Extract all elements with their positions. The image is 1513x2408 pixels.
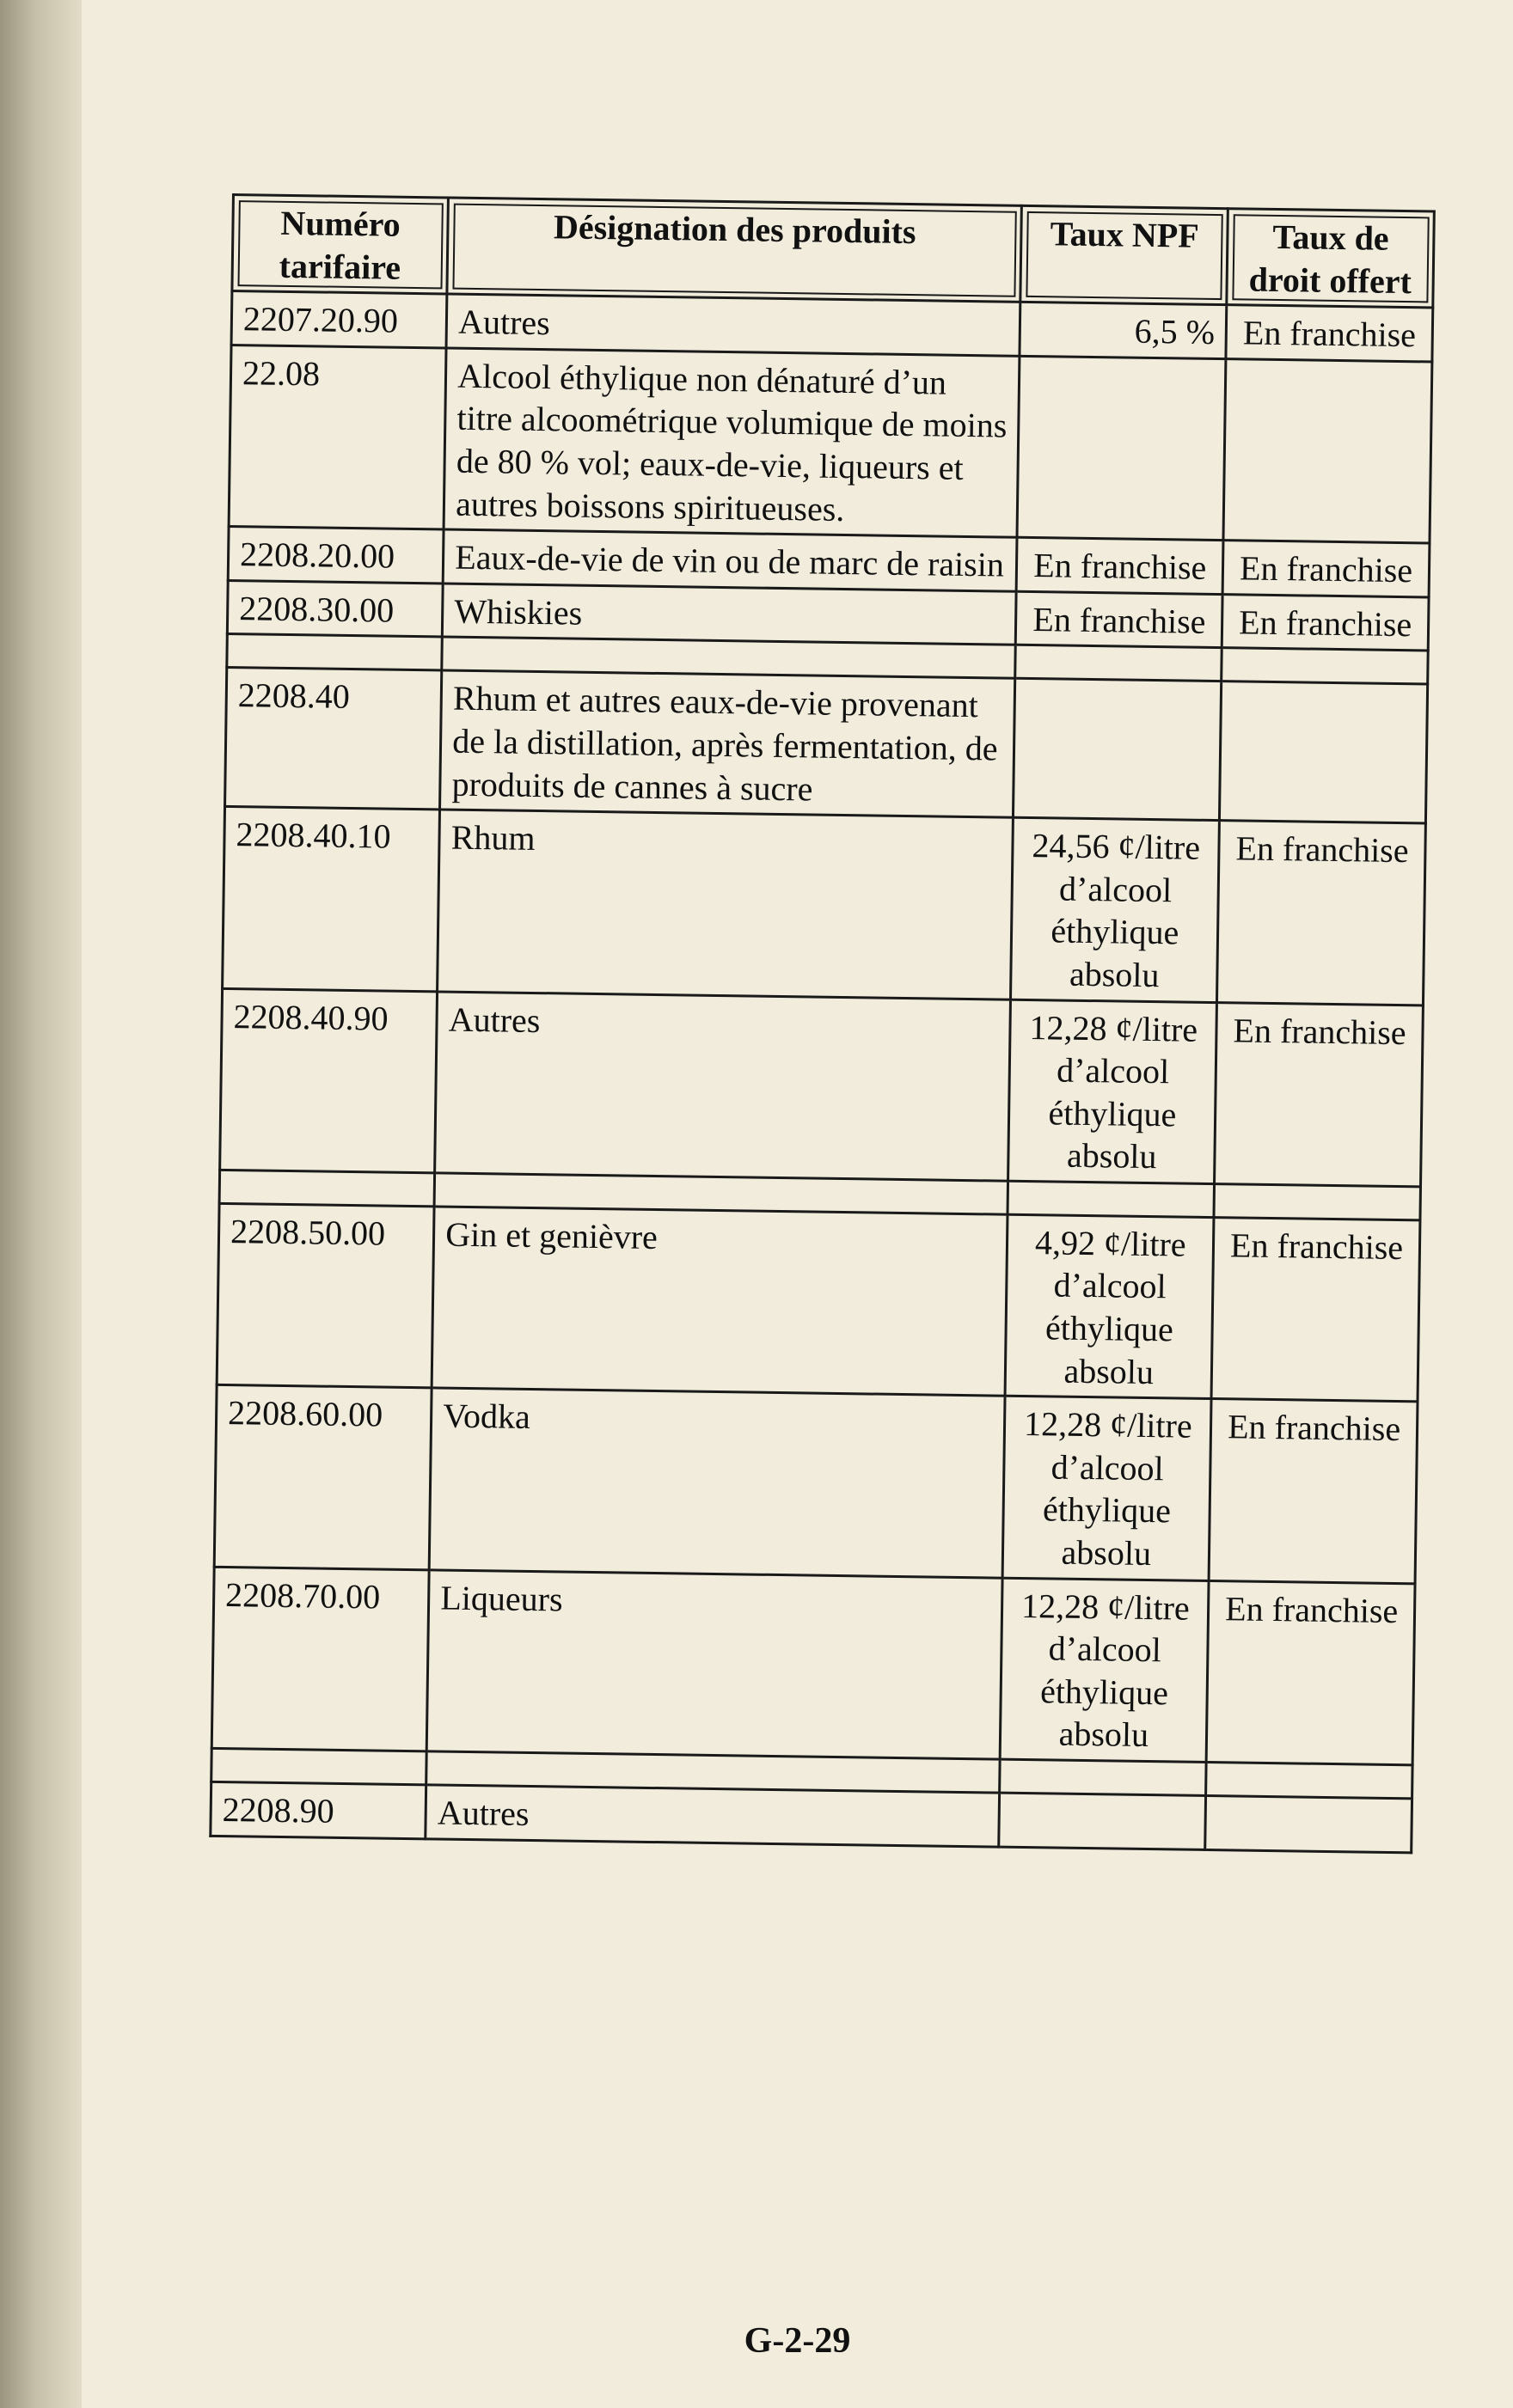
offered-rate: En franchise: [1222, 541, 1430, 597]
table-row: [223, 807, 1426, 1005]
tariff-code: [219, 1170, 435, 1206]
tariff-code: 2208.20.00: [228, 527, 444, 584]
header-designation: Désignation des produits: [447, 198, 1022, 302]
npf-rate: 24,56 ¢/litre d’alcool éthylique absolu: [1011, 817, 1220, 1002]
header-taux-offert: Taux de droit offert: [1227, 209, 1434, 309]
table-row: [214, 1385, 1418, 1584]
tariff-code: 2208.70.00: [211, 1567, 429, 1751]
product-designation: Autres: [426, 1785, 1000, 1847]
offered-rate: [1206, 1763, 1412, 1799]
npf-rate: En franchise: [1016, 591, 1223, 648]
offered-rate: En franchise: [1206, 1580, 1415, 1765]
tariff-code: 2208.60.00: [214, 1385, 432, 1570]
table-row: [217, 1203, 1420, 1402]
product-designation: Alcool éthylique non dénaturé d’un titre alcoométrique volumique de moins de 80 % vol; eaux-de-vie, liqueurs et autres boissons spiritueuses.: [444, 348, 1020, 538]
npf-rate: 6,5 %: [1020, 303, 1227, 359]
offered-rate: [1223, 358, 1432, 543]
npf-rate: 12,28 ¢/litre d’alcool éthylique absolu: [1008, 999, 1217, 1184]
product-designation: Rhum et autres eaux-de-vie provenant de la distillation, après fermentation, de produits de cannes à sucre: [440, 670, 1015, 817]
npf-rate: [1008, 1181, 1214, 1217]
npf-rate: [1017, 356, 1226, 541]
offered-rate: En franchise: [1217, 821, 1426, 1005]
page-number: G-2-29: [744, 2321, 851, 2361]
tariff-code: 2208.40: [225, 668, 442, 810]
tariff-code: 2208.30.00: [227, 580, 443, 637]
npf-rate: En franchise: [1017, 537, 1224, 594]
offered-rate: En franchise: [1215, 1002, 1424, 1187]
product-designation: Liqueurs: [426, 1569, 1002, 1759]
tariff-code: [227, 634, 443, 670]
table-row: [211, 1567, 1415, 1765]
table-header-row: [232, 195, 1434, 309]
binding-shadow: [0, 0, 82, 2408]
tariff-table: [209, 193, 1436, 1854]
offered-rate: En franchise: [1211, 1217, 1420, 1402]
npf-rate: [999, 1793, 1206, 1849]
offered-rate: [1222, 648, 1428, 684]
npf-rate: [1015, 645, 1222, 681]
tariff-code: 2208.50.00: [217, 1203, 434, 1388]
header-numero-tarifaire: Numéro tarifaire: [232, 195, 449, 295]
npf-rate: [1014, 679, 1222, 821]
tariff-code: 22.08: [229, 345, 446, 529]
table-row: [220, 988, 1424, 1187]
table-row: [225, 668, 1428, 823]
offered-rate: En franchise: [1226, 305, 1433, 362]
offered-rate: [1205, 1795, 1412, 1852]
offered-rate: [1220, 681, 1428, 823]
tariff-code: 2207.20.90: [231, 291, 447, 348]
table-row: [229, 345, 1432, 543]
product-designation: Autres: [446, 294, 1020, 356]
product-designation: Whiskies: [443, 584, 1017, 645]
npf-rate: 12,28 ¢/litre d’alcool éthylique absolu: [1003, 1396, 1212, 1580]
npf-rate: 4,92 ¢/litre d’alcool éthylique absolu: [1005, 1214, 1214, 1399]
tariff-code: 2208.90: [211, 1782, 426, 1838]
offered-rate: [1214, 1183, 1420, 1219]
product-designation: Rhum: [438, 810, 1014, 999]
product-designation: Vodka: [429, 1388, 1005, 1578]
npf-rate: [1000, 1759, 1206, 1795]
product-designation: Eaux-de-vie de vin ou de marc de raisin: [443, 529, 1017, 591]
tariff-sheet: [209, 193, 1436, 1854]
tariff-code: 2208.40.10: [223, 807, 440, 992]
npf-rate: 12,28 ¢/litre d’alcool éthylique absolu: [1001, 1578, 1210, 1763]
document-page: [82, 0, 1513, 2408]
tariff-code: 2208.40.90: [220, 988, 438, 1173]
offered-rate: En franchise: [1222, 594, 1429, 651]
tariff-code: [211, 1748, 427, 1784]
header-taux-npf: Taux NPF: [1020, 205, 1228, 305]
offered-rate: En franchise: [1209, 1399, 1418, 1584]
product-designation: Gin et genièvre: [432, 1207, 1008, 1397]
product-designation: Autres: [435, 991, 1011, 1181]
